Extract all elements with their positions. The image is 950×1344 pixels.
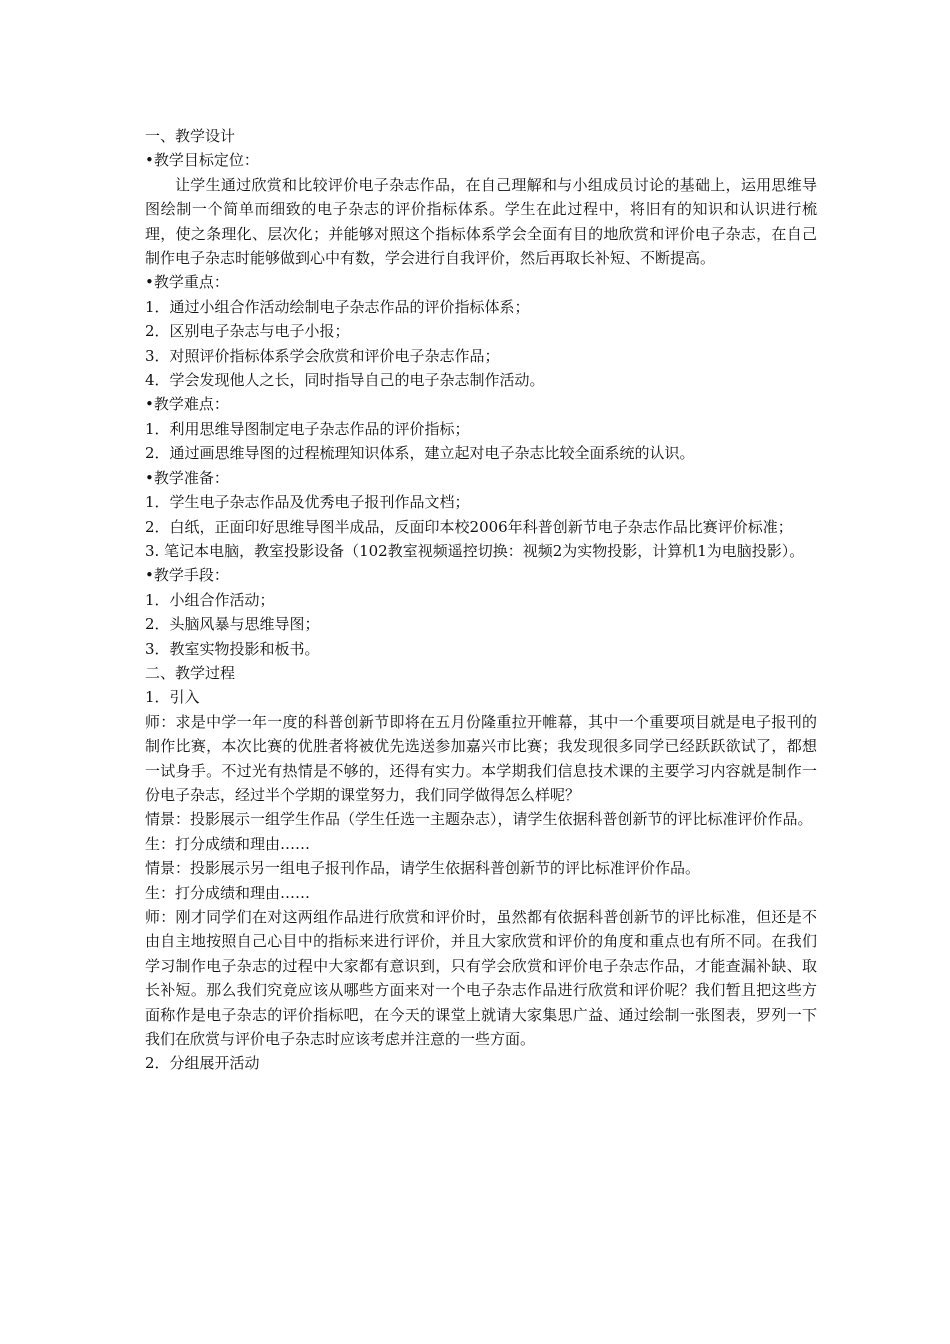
- intro-heading: 1．引入: [145, 688, 200, 707]
- section-heading-teaching-design: 一、教学设计: [145, 127, 236, 145]
- student-line: 生：打分成绩和理由……: [145, 883, 311, 902]
- means-heading: •教学手段：: [145, 566, 229, 585]
- student-line: 生：打分成绩和理由……: [145, 834, 311, 853]
- means-item: 3．教室实物投影和板书。: [145, 639, 320, 658]
- preparation-item: 1．学生电子杂志作品及优秀电子报刊作品文档；: [145, 493, 470, 512]
- key-point-item: 4．学会发现他人之长，同时指导自己的电子杂志制作活动。: [145, 371, 545, 390]
- key-point-item: 3．对照评价指标体系学会欣赏和评价电子杂志作品；: [145, 346, 500, 365]
- scene-paragraph: 情景：投影展示另一组电子报刊作品，请学生依据科普创新节的评比标准评价作品。: [145, 859, 701, 878]
- section-heading-teaching-process: 二、教学过程: [145, 663, 236, 682]
- preparation-heading: •教学准备：: [145, 468, 229, 487]
- teacher-paragraph: 师：求是中学一年一度的科普创新节即将在五月份隆重拉开帷幕，其中一个重要项目就是电子报刊的制作比赛，本次比赛的优胜者将被优先选送参加嘉兴市比赛；我发现很多同学已经跃跃欲试了，都想一试身手。不过光有热情是不够的，还得有实力。本学期我们信息技术课的主要学习内容就是制作一份电子杂志，经过半个学期的课堂努力，我们同学做得怎么样呢？: [145, 712, 817, 804]
- preparation-item: 2．白纸，正面印好思维导图半成品，反面印本校2006年科普创新节电子杂志作品比赛评价标准；: [145, 517, 793, 536]
- goal-heading: •教学目标定位：: [145, 151, 259, 170]
- key-points-heading: •教学重点：: [145, 273, 229, 292]
- difficulty-item: 2．通过画思维导图的过程梳理知识体系，建立起对电子杂志比较全面系统的认识。: [145, 444, 695, 463]
- difficulty-item: 1．利用思维导图制定电子杂志作品的评价指标；: [145, 419, 470, 438]
- key-point-item: 1．通过小组合作活动绘制电子杂志作品的评价指标体系；: [145, 297, 530, 316]
- teacher-paragraph: 师：刚才同学们在对这两组作品进行欣赏和评价时，虽然都有依据科普创新节的评比标准，但还是不由自主地按照自己心目中的指标来进行评价，并且大家欣赏和评价的角度和重点也有所不同。在我们学习制作电子杂志的过程中大家都有意识到，只有学会欣赏和评价电子杂志作品，才能查漏补缺、取长补短。那么我们究竟应该从哪些方面来对一个电子杂志作品进行欣赏和评价呢？我们暂且把这些方面称作是电子杂志的评价指标吧，在今天的课堂上就请大家集思广益、通过绘制一张图表，罗列一下我们在欣赏与评价电子杂志时应该考虑并注意的一些方面。: [145, 908, 817, 1049]
- means-item: 1．小组合作活动；: [145, 590, 275, 609]
- means-item: 2．头脑风暴与思维导图；: [145, 615, 320, 634]
- scene-paragraph: 情景：投影展示一组学生作品（学生任选一主题杂志），请学生依据科普创新节的评比标准评价作品。: [145, 810, 813, 829]
- goal-paragraph: 让学生通过欣赏和比较评价电子杂志作品，在自己理解和与小组成员讨论的基础上，运用思维导图绘制一个简单而细致的电子杂志的评价指标体系。学生在此过程中，将旧有的知识和认识进行梳理，使之条理化、层次化；并能够对照这个指标体系学会全面有目的地欣赏和评价电子杂志，在自己制作电子杂志时能够做到心中有数，学会进行自我评价，然后再取长补短、不断提高。: [145, 175, 817, 268]
- difficulty-heading: •教学难点：: [145, 395, 229, 414]
- preparation-item: 3. 笔记本电脑，教室投影设备（102教室视频遥控切换：视频2为实物投影，计算机1为电脑投影）。: [145, 541, 805, 560]
- group-activity-heading: 2．分组展开活动: [145, 1054, 260, 1073]
- document-body: [145, 124, 817, 1076]
- key-point-item: 2．区别电子杂志与电子小报；: [145, 322, 350, 341]
